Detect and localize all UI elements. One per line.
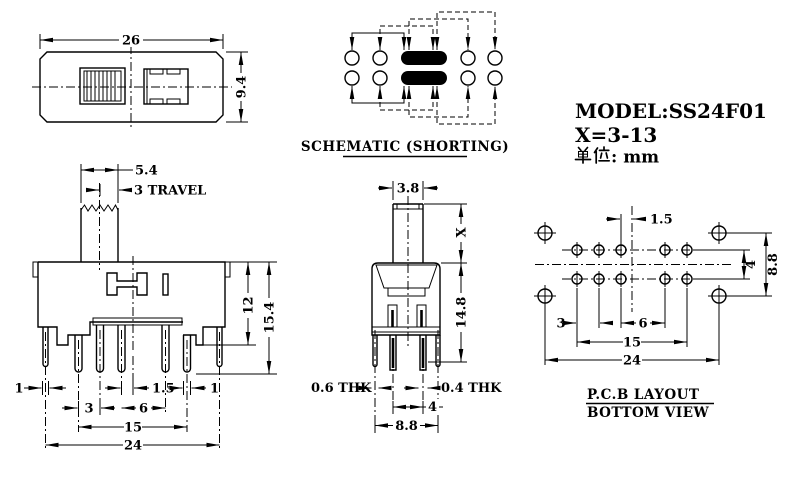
dim-label: 8.8 (766, 253, 781, 276)
unit-hanzi (576, 147, 610, 163)
dim-label: 15.4 (262, 301, 278, 334)
dim-label: 4 (744, 259, 759, 270)
switch-body-side (372, 263, 440, 335)
dim-label: 0.6 THK (311, 381, 372, 396)
dim-pcb-span (577, 334, 687, 351)
dim-label: 9.4 (234, 75, 250, 99)
dim-label: 12 (241, 296, 257, 315)
dim-label: 6 (138, 401, 149, 417)
dim-label: 3 (84, 401, 94, 417)
dim-total-height (196, 262, 278, 374)
dim-body-height-side (428, 263, 470, 362)
dim-label: 1.5 (152, 381, 175, 397)
dim-label: 14.8 (454, 296, 470, 329)
dim-overall-depth (375, 418, 438, 434)
dim-pcb-pitch (556, 315, 665, 332)
dim-label: X (454, 227, 470, 238)
dim-label: 24 (622, 353, 642, 369)
dim-pin-gap (393, 399, 443, 415)
inner-contacts-side (388, 305, 426, 327)
dim-label: 1 (210, 381, 220, 397)
dim-pcb-center-offset (606, 213, 673, 228)
pcb-layout-view (534, 206, 781, 421)
terminal-pins-side (373, 335, 440, 370)
dim-pcb-row-gap (744, 250, 759, 279)
dim-overall-width (46, 437, 220, 454)
dim-label: 5.4 (135, 163, 158, 179)
dim-label: 6 (638, 316, 648, 332)
dim-label: 26 (121, 33, 141, 49)
dim-pcb-outer-span (545, 352, 719, 369)
dim-label: 0.4 THK (441, 381, 502, 396)
switch-body-front (38, 262, 225, 345)
knob-recess (376, 265, 437, 288)
dim-label: 24 (123, 438, 143, 454)
title-block (575, 99, 767, 168)
slot-cutout (163, 274, 168, 295)
dim-label: 4 (427, 400, 438, 415)
schematic-view (301, 12, 509, 157)
model-number: MODEL:SS24F01 (575, 99, 767, 123)
dim-pcb-outer-row-gap (766, 233, 781, 296)
dim-label: 15 (123, 420, 143, 436)
dim-label: 1 (14, 381, 24, 397)
dim-label: 8.8 (395, 419, 418, 434)
side-view (311, 181, 502, 434)
x-range: X=3-13 (575, 123, 658, 147)
front-view (14, 164, 277, 454)
dim-label: 3 TRAVEL (134, 183, 207, 199)
dim-label: 1.5 (650, 212, 673, 228)
dim-top-width (40, 32, 223, 49)
slider-knob-top (80, 68, 125, 104)
shorting-contacts (401, 51, 447, 85)
pcb-caption-line1: P.C.B LAYOUT (587, 387, 700, 403)
pcb-caption-line2: BOTTOM VIEW (587, 405, 710, 421)
dim-travel (86, 184, 206, 199)
dim-top-height (226, 52, 250, 122)
body-ear-left (33, 262, 38, 277)
dim-pin-thickness (404, 381, 502, 396)
unit-value: : mm (611, 147, 660, 168)
top-view (32, 32, 250, 129)
dim-leg-thickness (311, 381, 391, 396)
dim-knob-height (424, 204, 470, 263)
dim-pin-span (79, 419, 188, 436)
dim-label: 3.8 (396, 181, 420, 197)
dim-label: 3 (556, 316, 566, 332)
dim-row-pitch (62, 400, 166, 417)
h-cutout (107, 273, 147, 295)
body-ear-right (225, 262, 230, 277)
schematic-caption: SCHEMATIC (SHORTING) (300, 139, 510, 155)
dim-label: 15 (622, 335, 642, 351)
